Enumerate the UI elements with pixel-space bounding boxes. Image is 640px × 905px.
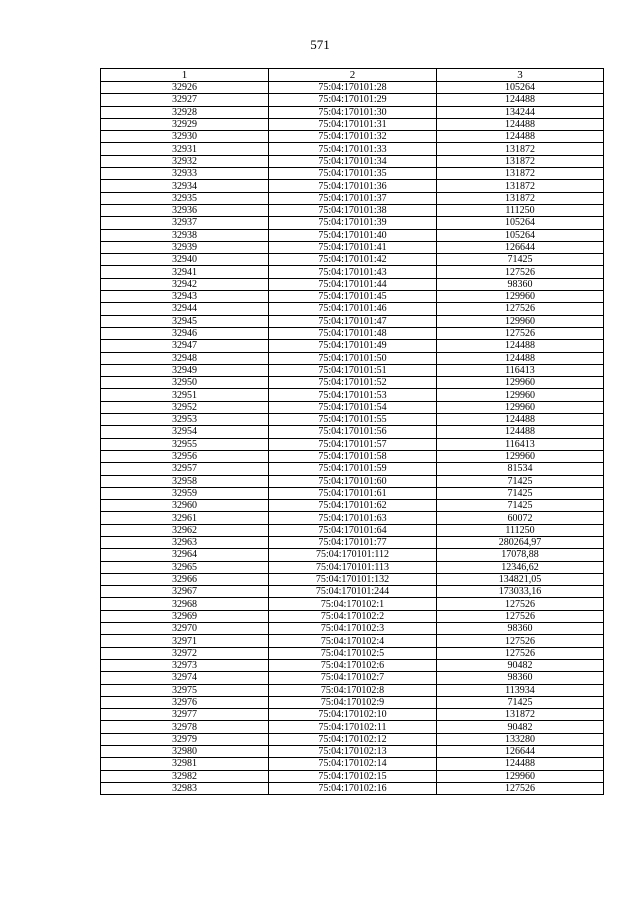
value-cell: 133280 bbox=[437, 733, 604, 745]
cadastral-number-cell: 75:04:170101:36 bbox=[269, 180, 437, 192]
column-header-3: 3 bbox=[437, 69, 604, 82]
cadastral-number-cell: 75:04:170101:34 bbox=[269, 155, 437, 167]
row-number-cell: 32940 bbox=[101, 254, 269, 266]
table-row bbox=[101, 782, 604, 794]
table-row bbox=[101, 155, 604, 167]
row-number-cell: 32960 bbox=[101, 500, 269, 512]
row-number-cell: 32959 bbox=[101, 487, 269, 499]
table-row bbox=[101, 303, 604, 315]
row-number-cell: 32958 bbox=[101, 475, 269, 487]
cadastral-number-cell: 75:04:170101:35 bbox=[269, 168, 437, 180]
cadastral-number-cell: 75:04:170102:12 bbox=[269, 733, 437, 745]
row-number-cell: 32967 bbox=[101, 586, 269, 598]
value-cell: 17078,88 bbox=[437, 549, 604, 561]
table-row bbox=[101, 475, 604, 487]
column-header-2: 2 bbox=[269, 69, 437, 82]
row-number-cell: 32973 bbox=[101, 659, 269, 671]
column-header-1: 1 bbox=[101, 69, 269, 82]
table-row bbox=[101, 512, 604, 524]
row-number-cell: 32946 bbox=[101, 327, 269, 339]
table-row bbox=[101, 131, 604, 143]
value-cell: 124488 bbox=[437, 94, 604, 106]
cadastral-number-cell: 75:04:170102:9 bbox=[269, 696, 437, 708]
row-number-cell: 32961 bbox=[101, 512, 269, 524]
table-row bbox=[101, 278, 604, 290]
value-cell: 127526 bbox=[437, 610, 604, 622]
row-number-cell: 32974 bbox=[101, 672, 269, 684]
value-cell: 124488 bbox=[437, 414, 604, 426]
cadastral-number-cell: 75:04:170102:10 bbox=[269, 709, 437, 721]
table-row bbox=[101, 364, 604, 376]
table-row bbox=[101, 721, 604, 733]
cadastral-number-cell: 75:04:170101:31 bbox=[269, 118, 437, 130]
table-row bbox=[101, 82, 604, 94]
row-number-cell: 32965 bbox=[101, 561, 269, 573]
cadastral-number-cell: 75:04:170102:3 bbox=[269, 623, 437, 635]
cadastral-number-cell: 75:04:170101:77 bbox=[269, 536, 437, 548]
value-cell: 280264,97 bbox=[437, 536, 604, 548]
cadastral-number-cell: 75:04:170101:38 bbox=[269, 204, 437, 216]
value-cell: 127526 bbox=[437, 782, 604, 794]
value-cell: 71425 bbox=[437, 500, 604, 512]
table-row bbox=[101, 217, 604, 229]
cadastral-number-cell: 75:04:170101:59 bbox=[269, 463, 437, 475]
value-cell: 98360 bbox=[437, 278, 604, 290]
cadastral-number-cell: 75:04:170101:28 bbox=[269, 82, 437, 94]
value-cell: 81534 bbox=[437, 463, 604, 475]
table-row bbox=[101, 94, 604, 106]
table-body bbox=[101, 82, 604, 795]
value-cell: 129960 bbox=[437, 401, 604, 413]
cadastral-number-cell: 75:04:170102:1 bbox=[269, 598, 437, 610]
row-number-cell: 32963 bbox=[101, 536, 269, 548]
row-number-cell: 32972 bbox=[101, 647, 269, 659]
cadastral-number-cell: 75:04:170101:42 bbox=[269, 254, 437, 266]
value-cell: 90482 bbox=[437, 721, 604, 733]
cadastral-number-cell: 75:04:170101:48 bbox=[269, 327, 437, 339]
value-cell: 129960 bbox=[437, 450, 604, 462]
cadastral-number-cell: 75:04:170101:56 bbox=[269, 426, 437, 438]
row-number-cell: 32957 bbox=[101, 463, 269, 475]
cadastral-number-cell: 75:04:170102:8 bbox=[269, 684, 437, 696]
table-row bbox=[101, 168, 604, 180]
table-row bbox=[101, 610, 604, 622]
cadastral-number-cell: 75:04:170101:63 bbox=[269, 512, 437, 524]
table-row bbox=[101, 254, 604, 266]
row-number-cell: 32968 bbox=[101, 598, 269, 610]
table-row bbox=[101, 561, 604, 573]
cadastral-number-cell: 75:04:170101:49 bbox=[269, 340, 437, 352]
row-number-cell: 32970 bbox=[101, 623, 269, 635]
row-number-cell: 32952 bbox=[101, 401, 269, 413]
row-number-cell: 32931 bbox=[101, 143, 269, 155]
cadastral-number-cell: 75:04:170102:15 bbox=[269, 770, 437, 782]
table-row bbox=[101, 401, 604, 413]
row-number-cell: 32969 bbox=[101, 610, 269, 622]
table-row bbox=[101, 746, 604, 758]
table-row bbox=[101, 327, 604, 339]
value-cell: 126644 bbox=[437, 241, 604, 253]
row-number-cell: 32933 bbox=[101, 168, 269, 180]
table-row bbox=[101, 659, 604, 671]
table-row bbox=[101, 672, 604, 684]
table-row bbox=[101, 438, 604, 450]
table-row bbox=[101, 106, 604, 118]
row-number-cell: 32934 bbox=[101, 180, 269, 192]
table-row bbox=[101, 524, 604, 536]
table-row bbox=[101, 118, 604, 130]
row-number-cell: 32982 bbox=[101, 770, 269, 782]
cadastral-number-cell: 75:04:170101:33 bbox=[269, 143, 437, 155]
value-cell: 111250 bbox=[437, 524, 604, 536]
cadastral-number-cell: 75:04:170101:30 bbox=[269, 106, 437, 118]
row-number-cell: 32947 bbox=[101, 340, 269, 352]
cadastral-number-cell: 75:04:170101:52 bbox=[269, 377, 437, 389]
value-cell: 71425 bbox=[437, 475, 604, 487]
cadastral-number-cell: 75:04:170101:62 bbox=[269, 500, 437, 512]
row-number-cell: 32932 bbox=[101, 155, 269, 167]
cadastral-number-cell: 75:04:170101:37 bbox=[269, 192, 437, 204]
table-row bbox=[101, 414, 604, 426]
cadastral-number-cell: 75:04:170101:61 bbox=[269, 487, 437, 499]
row-number-cell: 32930 bbox=[101, 131, 269, 143]
page-number: 571 bbox=[310, 37, 330, 52]
table-row bbox=[101, 487, 604, 499]
table-row bbox=[101, 770, 604, 782]
cadastral-number-cell: 75:04:170101:132 bbox=[269, 573, 437, 585]
table-row bbox=[101, 586, 604, 598]
cadastral-number-cell: 75:04:170101:41 bbox=[269, 241, 437, 253]
cadastral-number-cell: 75:04:170101:53 bbox=[269, 389, 437, 401]
value-cell: 129960 bbox=[437, 291, 604, 303]
value-cell: 127526 bbox=[437, 303, 604, 315]
value-cell: 105264 bbox=[437, 217, 604, 229]
row-number-cell: 32938 bbox=[101, 229, 269, 241]
row-number-cell: 32936 bbox=[101, 204, 269, 216]
value-cell: 131872 bbox=[437, 155, 604, 167]
row-number-cell: 32943 bbox=[101, 291, 269, 303]
row-number-cell: 32980 bbox=[101, 746, 269, 758]
value-cell: 134821,05 bbox=[437, 573, 604, 585]
value-cell: 127526 bbox=[437, 635, 604, 647]
value-cell: 124488 bbox=[437, 131, 604, 143]
row-number-cell: 32964 bbox=[101, 549, 269, 561]
cadastral-number-cell: 75:04:170101:244 bbox=[269, 586, 437, 598]
value-cell: 173033,16 bbox=[437, 586, 604, 598]
row-number-cell: 32953 bbox=[101, 414, 269, 426]
table-row bbox=[101, 573, 604, 585]
row-number-cell: 32966 bbox=[101, 573, 269, 585]
value-cell: 116413 bbox=[437, 438, 604, 450]
table-row bbox=[101, 241, 604, 253]
cadastral-number-cell: 75:04:170102:16 bbox=[269, 782, 437, 794]
table-row bbox=[101, 623, 604, 635]
cadastral-number-cell: 75:04:170101:44 bbox=[269, 278, 437, 290]
row-number-cell: 32926 bbox=[101, 82, 269, 94]
table-row bbox=[101, 180, 604, 192]
value-cell: 129960 bbox=[437, 389, 604, 401]
row-number-cell: 32975 bbox=[101, 684, 269, 696]
cadastral-number-cell: 75:04:170102:4 bbox=[269, 635, 437, 647]
row-number-cell: 32927 bbox=[101, 94, 269, 106]
cadastral-number-cell: 75:04:170101:39 bbox=[269, 217, 437, 229]
table-row bbox=[101, 536, 604, 548]
row-number-cell: 32954 bbox=[101, 426, 269, 438]
table-row bbox=[101, 266, 604, 278]
row-number-cell: 32951 bbox=[101, 389, 269, 401]
table-row bbox=[101, 635, 604, 647]
table-row bbox=[101, 204, 604, 216]
cadastral-number-cell: 75:04:170101:43 bbox=[269, 266, 437, 278]
row-number-cell: 32939 bbox=[101, 241, 269, 253]
value-cell: 131872 bbox=[437, 180, 604, 192]
table-header-row bbox=[101, 69, 604, 82]
cadastral-number-cell: 75:04:170101:45 bbox=[269, 291, 437, 303]
row-number-cell: 32978 bbox=[101, 721, 269, 733]
cadastral-number-cell: 75:04:170102:7 bbox=[269, 672, 437, 684]
table-row bbox=[101, 709, 604, 721]
cadastral-number-cell: 75:04:170101:54 bbox=[269, 401, 437, 413]
row-number-cell: 32962 bbox=[101, 524, 269, 536]
table-row bbox=[101, 733, 604, 745]
row-number-cell: 32937 bbox=[101, 217, 269, 229]
row-number-cell: 32955 bbox=[101, 438, 269, 450]
row-number-cell: 32935 bbox=[101, 192, 269, 204]
cadastral-number-cell: 75:04:170101:112 bbox=[269, 549, 437, 561]
value-cell: 124488 bbox=[437, 118, 604, 130]
value-cell: 134244 bbox=[437, 106, 604, 118]
cadastral-number-cell: 75:04:170102:6 bbox=[269, 659, 437, 671]
value-cell: 131872 bbox=[437, 143, 604, 155]
table-row bbox=[101, 389, 604, 401]
value-cell: 127526 bbox=[437, 327, 604, 339]
value-cell: 105264 bbox=[437, 229, 604, 241]
value-cell: 131872 bbox=[437, 168, 604, 180]
cadastral-number-cell: 75:04:170102:2 bbox=[269, 610, 437, 622]
value-cell: 124488 bbox=[437, 352, 604, 364]
value-cell: 129960 bbox=[437, 377, 604, 389]
table-row bbox=[101, 549, 604, 561]
cadastral-number-cell: 75:04:170102:11 bbox=[269, 721, 437, 733]
table-row bbox=[101, 684, 604, 696]
value-cell: 131872 bbox=[437, 709, 604, 721]
table-row bbox=[101, 229, 604, 241]
row-number-cell: 32945 bbox=[101, 315, 269, 327]
value-cell: 12346,62 bbox=[437, 561, 604, 573]
value-cell: 71425 bbox=[437, 696, 604, 708]
cadastral-number-cell: 75:04:170101:58 bbox=[269, 450, 437, 462]
value-cell: 105264 bbox=[437, 82, 604, 94]
row-number-cell: 32977 bbox=[101, 709, 269, 721]
cadastral-number-cell: 75:04:170101:50 bbox=[269, 352, 437, 364]
row-number-cell: 32950 bbox=[101, 377, 269, 389]
cadastral-number-cell: 75:04:170102:13 bbox=[269, 746, 437, 758]
value-cell: 126644 bbox=[437, 746, 604, 758]
row-number-cell: 32971 bbox=[101, 635, 269, 647]
value-cell: 111250 bbox=[437, 204, 604, 216]
table-row bbox=[101, 598, 604, 610]
cadastral-number-cell: 75:04:170101:60 bbox=[269, 475, 437, 487]
value-cell: 71425 bbox=[437, 254, 604, 266]
row-number-cell: 32956 bbox=[101, 450, 269, 462]
cadastral-number-cell: 75:04:170102:5 bbox=[269, 647, 437, 659]
value-cell: 113934 bbox=[437, 684, 604, 696]
row-number-cell: 32928 bbox=[101, 106, 269, 118]
value-cell: 127526 bbox=[437, 598, 604, 610]
table-row bbox=[101, 352, 604, 364]
cadastral-number-cell: 75:04:170101:46 bbox=[269, 303, 437, 315]
cadastral-number-cell: 75:04:170101:64 bbox=[269, 524, 437, 536]
value-cell: 129960 bbox=[437, 315, 604, 327]
row-number-cell: 32979 bbox=[101, 733, 269, 745]
table-row bbox=[101, 340, 604, 352]
value-cell: 71425 bbox=[437, 487, 604, 499]
row-number-cell: 32944 bbox=[101, 303, 269, 315]
cadastral-number-cell: 75:04:170101:47 bbox=[269, 315, 437, 327]
row-number-cell: 32942 bbox=[101, 278, 269, 290]
cadastral-number-cell: 75:04:170101:57 bbox=[269, 438, 437, 450]
cadastral-number-cell: 75:04:170101:55 bbox=[269, 414, 437, 426]
table-row bbox=[101, 291, 604, 303]
value-cell: 98360 bbox=[437, 623, 604, 635]
row-number-cell: 32941 bbox=[101, 266, 269, 278]
value-cell: 98360 bbox=[437, 672, 604, 684]
value-cell: 129960 bbox=[437, 770, 604, 782]
value-cell: 60072 bbox=[437, 512, 604, 524]
cadastral-number-cell: 75:04:170101:51 bbox=[269, 364, 437, 376]
table-row bbox=[101, 758, 604, 770]
table-row bbox=[101, 500, 604, 512]
data-table bbox=[100, 68, 604, 795]
row-number-cell: 32976 bbox=[101, 696, 269, 708]
table-row bbox=[101, 143, 604, 155]
table-row bbox=[101, 696, 604, 708]
cadastral-number-cell: 75:04:170101:113 bbox=[269, 561, 437, 573]
table-row bbox=[101, 463, 604, 475]
value-cell: 116413 bbox=[437, 364, 604, 376]
value-cell: 124488 bbox=[437, 340, 604, 352]
value-cell: 124488 bbox=[437, 758, 604, 770]
table-row bbox=[101, 315, 604, 327]
value-cell: 127526 bbox=[437, 266, 604, 278]
value-cell: 131872 bbox=[437, 192, 604, 204]
row-number-cell: 32929 bbox=[101, 118, 269, 130]
cadastral-number-cell: 75:04:170101:40 bbox=[269, 229, 437, 241]
table-row bbox=[101, 450, 604, 462]
row-number-cell: 32949 bbox=[101, 364, 269, 376]
cadastral-number-cell: 75:04:170101:32 bbox=[269, 131, 437, 143]
table-row bbox=[101, 426, 604, 438]
table-row bbox=[101, 647, 604, 659]
table-row bbox=[101, 377, 604, 389]
value-cell: 124488 bbox=[437, 426, 604, 438]
cadastral-number-cell: 75:04:170102:14 bbox=[269, 758, 437, 770]
table-row bbox=[101, 192, 604, 204]
value-cell: 90482 bbox=[437, 659, 604, 671]
row-number-cell: 32983 bbox=[101, 782, 269, 794]
row-number-cell: 32948 bbox=[101, 352, 269, 364]
cadastral-number-cell: 75:04:170101:29 bbox=[269, 94, 437, 106]
value-cell: 127526 bbox=[437, 647, 604, 659]
row-number-cell: 32981 bbox=[101, 758, 269, 770]
